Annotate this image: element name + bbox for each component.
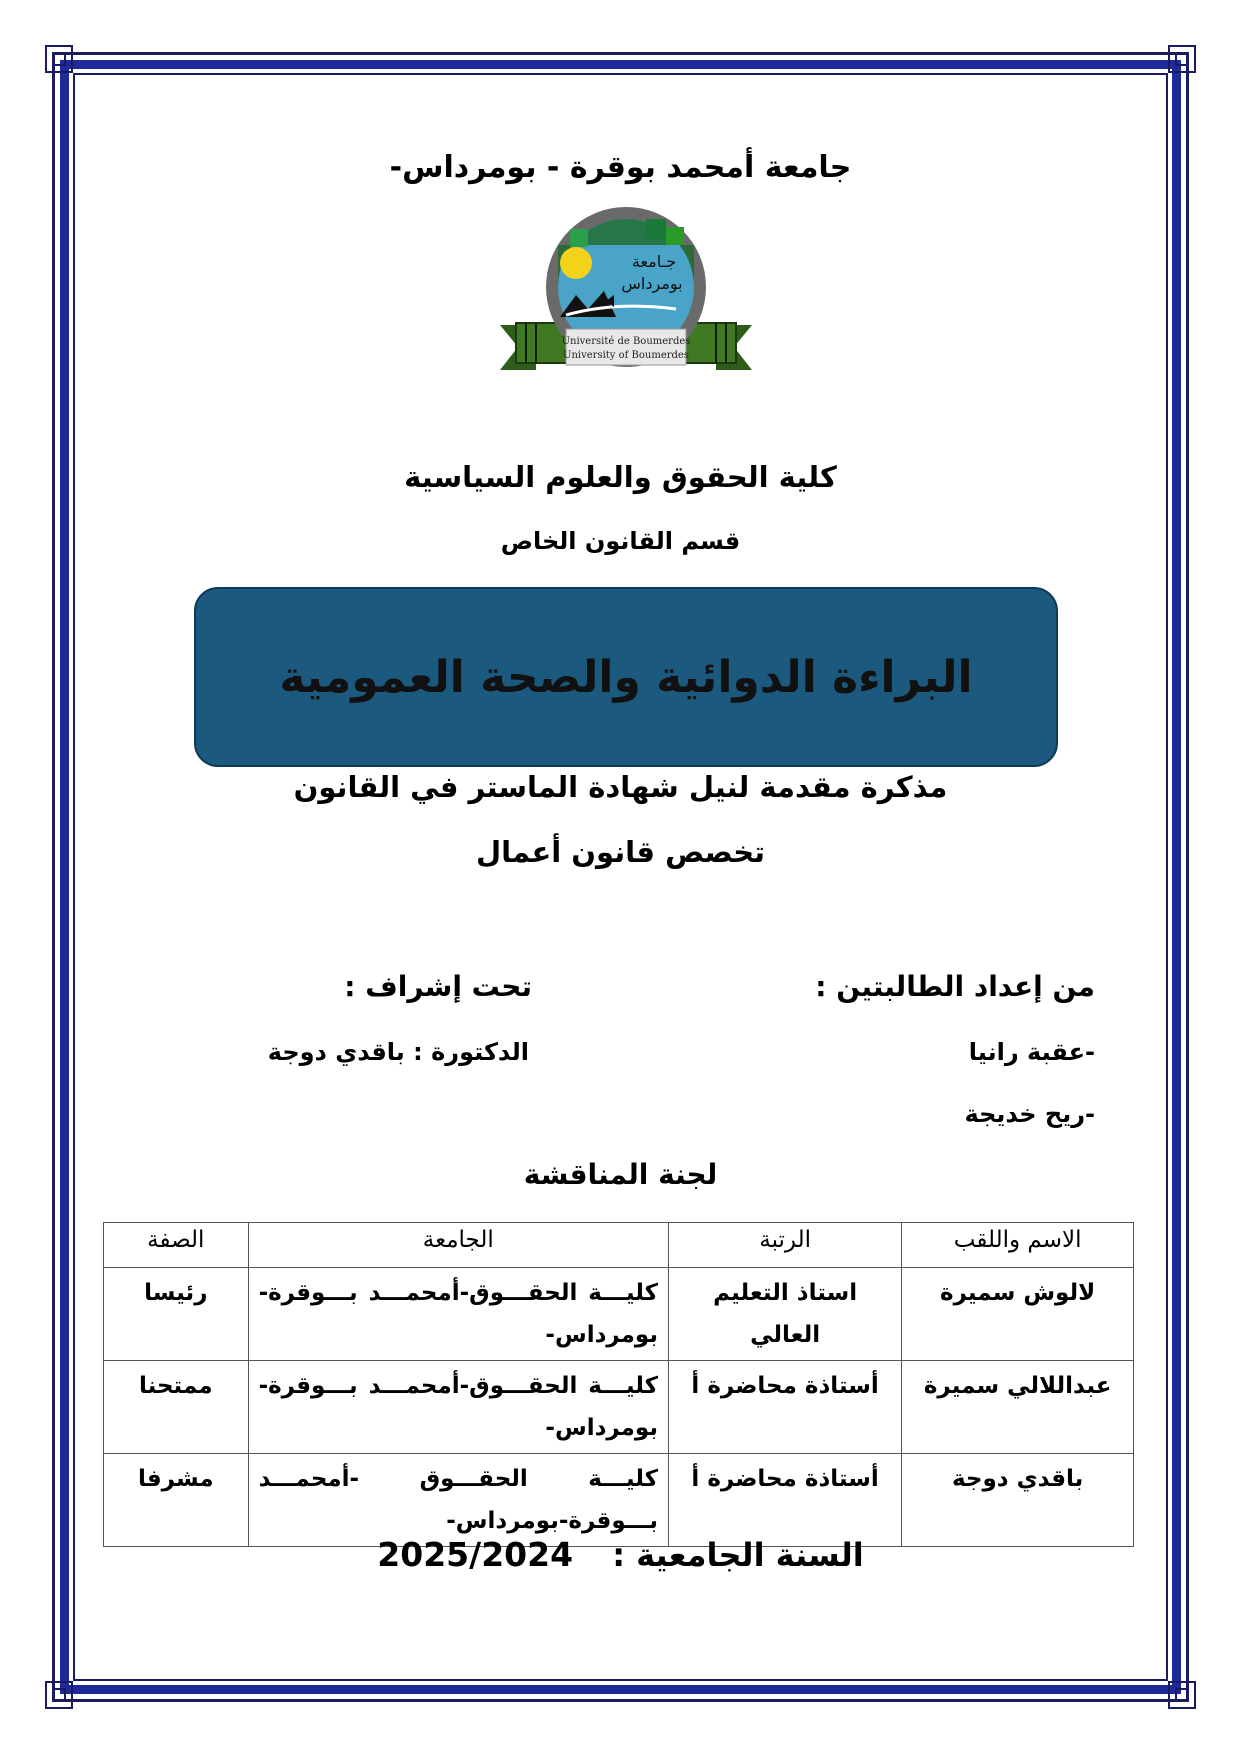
member-role: رئيسا — [104, 1268, 249, 1361]
member-university: كليـــة الحقـــوق-أمحمـــد بـــوقرة-بومرداس- — [248, 1268, 668, 1361]
member-name: لالوش سميرة — [902, 1268, 1134, 1361]
academic-year — [0, 1535, 1241, 1574]
academic-year-value: 2025/2024 — [377, 1535, 574, 1574]
university-name: جامعة أمحمد بوقرة - بومرداس- — [389, 150, 852, 185]
specialty: تخصص قانون أعمال — [475, 835, 766, 869]
logo-arabic-line2: بومرداس — [621, 274, 683, 293]
supervisor-label: تحت إشراف : — [344, 970, 532, 1003]
committee-title: لجنة المناقشة — [523, 1158, 718, 1191]
table-header-row — [104, 1223, 1134, 1268]
member-role: ممتحنا — [104, 1361, 249, 1454]
student-name: -عقبة رانيا — [968, 1038, 1095, 1066]
academic-year-label: السنة الجامعية : — [612, 1536, 864, 1574]
member-university: كليـــة الحقـــوق-أمحمـــد بـــوقرة-بومرداس- — [248, 1361, 668, 1454]
table-row — [104, 1361, 1134, 1454]
corner-ornament-bottom-left — [44, 1680, 74, 1710]
table-row — [104, 1454, 1134, 1547]
member-university: كليـــة الحقـــوق -أمحمـــد بـــوقرة-بومرداس- — [248, 1454, 668, 1547]
thesis-title: البراءة الدوائية والصحة العمومية — [279, 651, 973, 703]
corner-ornament-bottom-right — [1167, 1680, 1197, 1710]
header-name: الاسم واللقب — [902, 1223, 1134, 1268]
member-rank: أستاذة محاضرة أ — [668, 1361, 901, 1454]
member-name: باقدي دوجة — [902, 1454, 1134, 1547]
corner-ornament-top-right — [1167, 44, 1197, 74]
header-rank: الرتبة — [668, 1223, 901, 1268]
students-label: من إعداد الطالبتين : — [815, 970, 1095, 1003]
header-role: الصفة — [104, 1223, 249, 1268]
header-university: الجامعة — [248, 1223, 668, 1268]
faculty-name: كلية الحقوق والعلوم السياسية — [404, 460, 837, 494]
logo-arabic-line1: جـامعة — [631, 252, 677, 271]
logo-french-text: Université de Boumerdes — [561, 336, 691, 347]
university-logo — [496, 205, 756, 390]
member-rank: أستاذة محاضرة أ — [668, 1454, 901, 1547]
committee-table — [103, 1222, 1134, 1547]
corner-ornament-top-left — [44, 44, 74, 74]
member-name: عبداللالي سميرة — [902, 1361, 1134, 1454]
table-row — [104, 1268, 1134, 1361]
thesis-title-box — [194, 587, 1058, 767]
memo-description: مذكرة مقدمة لنيل شهادة الماستر في القانون — [293, 770, 948, 804]
student-name: -ريح خديجة — [964, 1100, 1095, 1128]
logo-english-text: University of Boumerdes — [563, 350, 689, 361]
supervisor-name: الدكتورة : باقدي دوجة — [267, 1038, 529, 1066]
department-name: قسم القانون الخاص — [500, 527, 741, 555]
member-rank: استاذ التعليم العالي — [668, 1268, 901, 1361]
member-role: مشرفا — [104, 1454, 249, 1547]
